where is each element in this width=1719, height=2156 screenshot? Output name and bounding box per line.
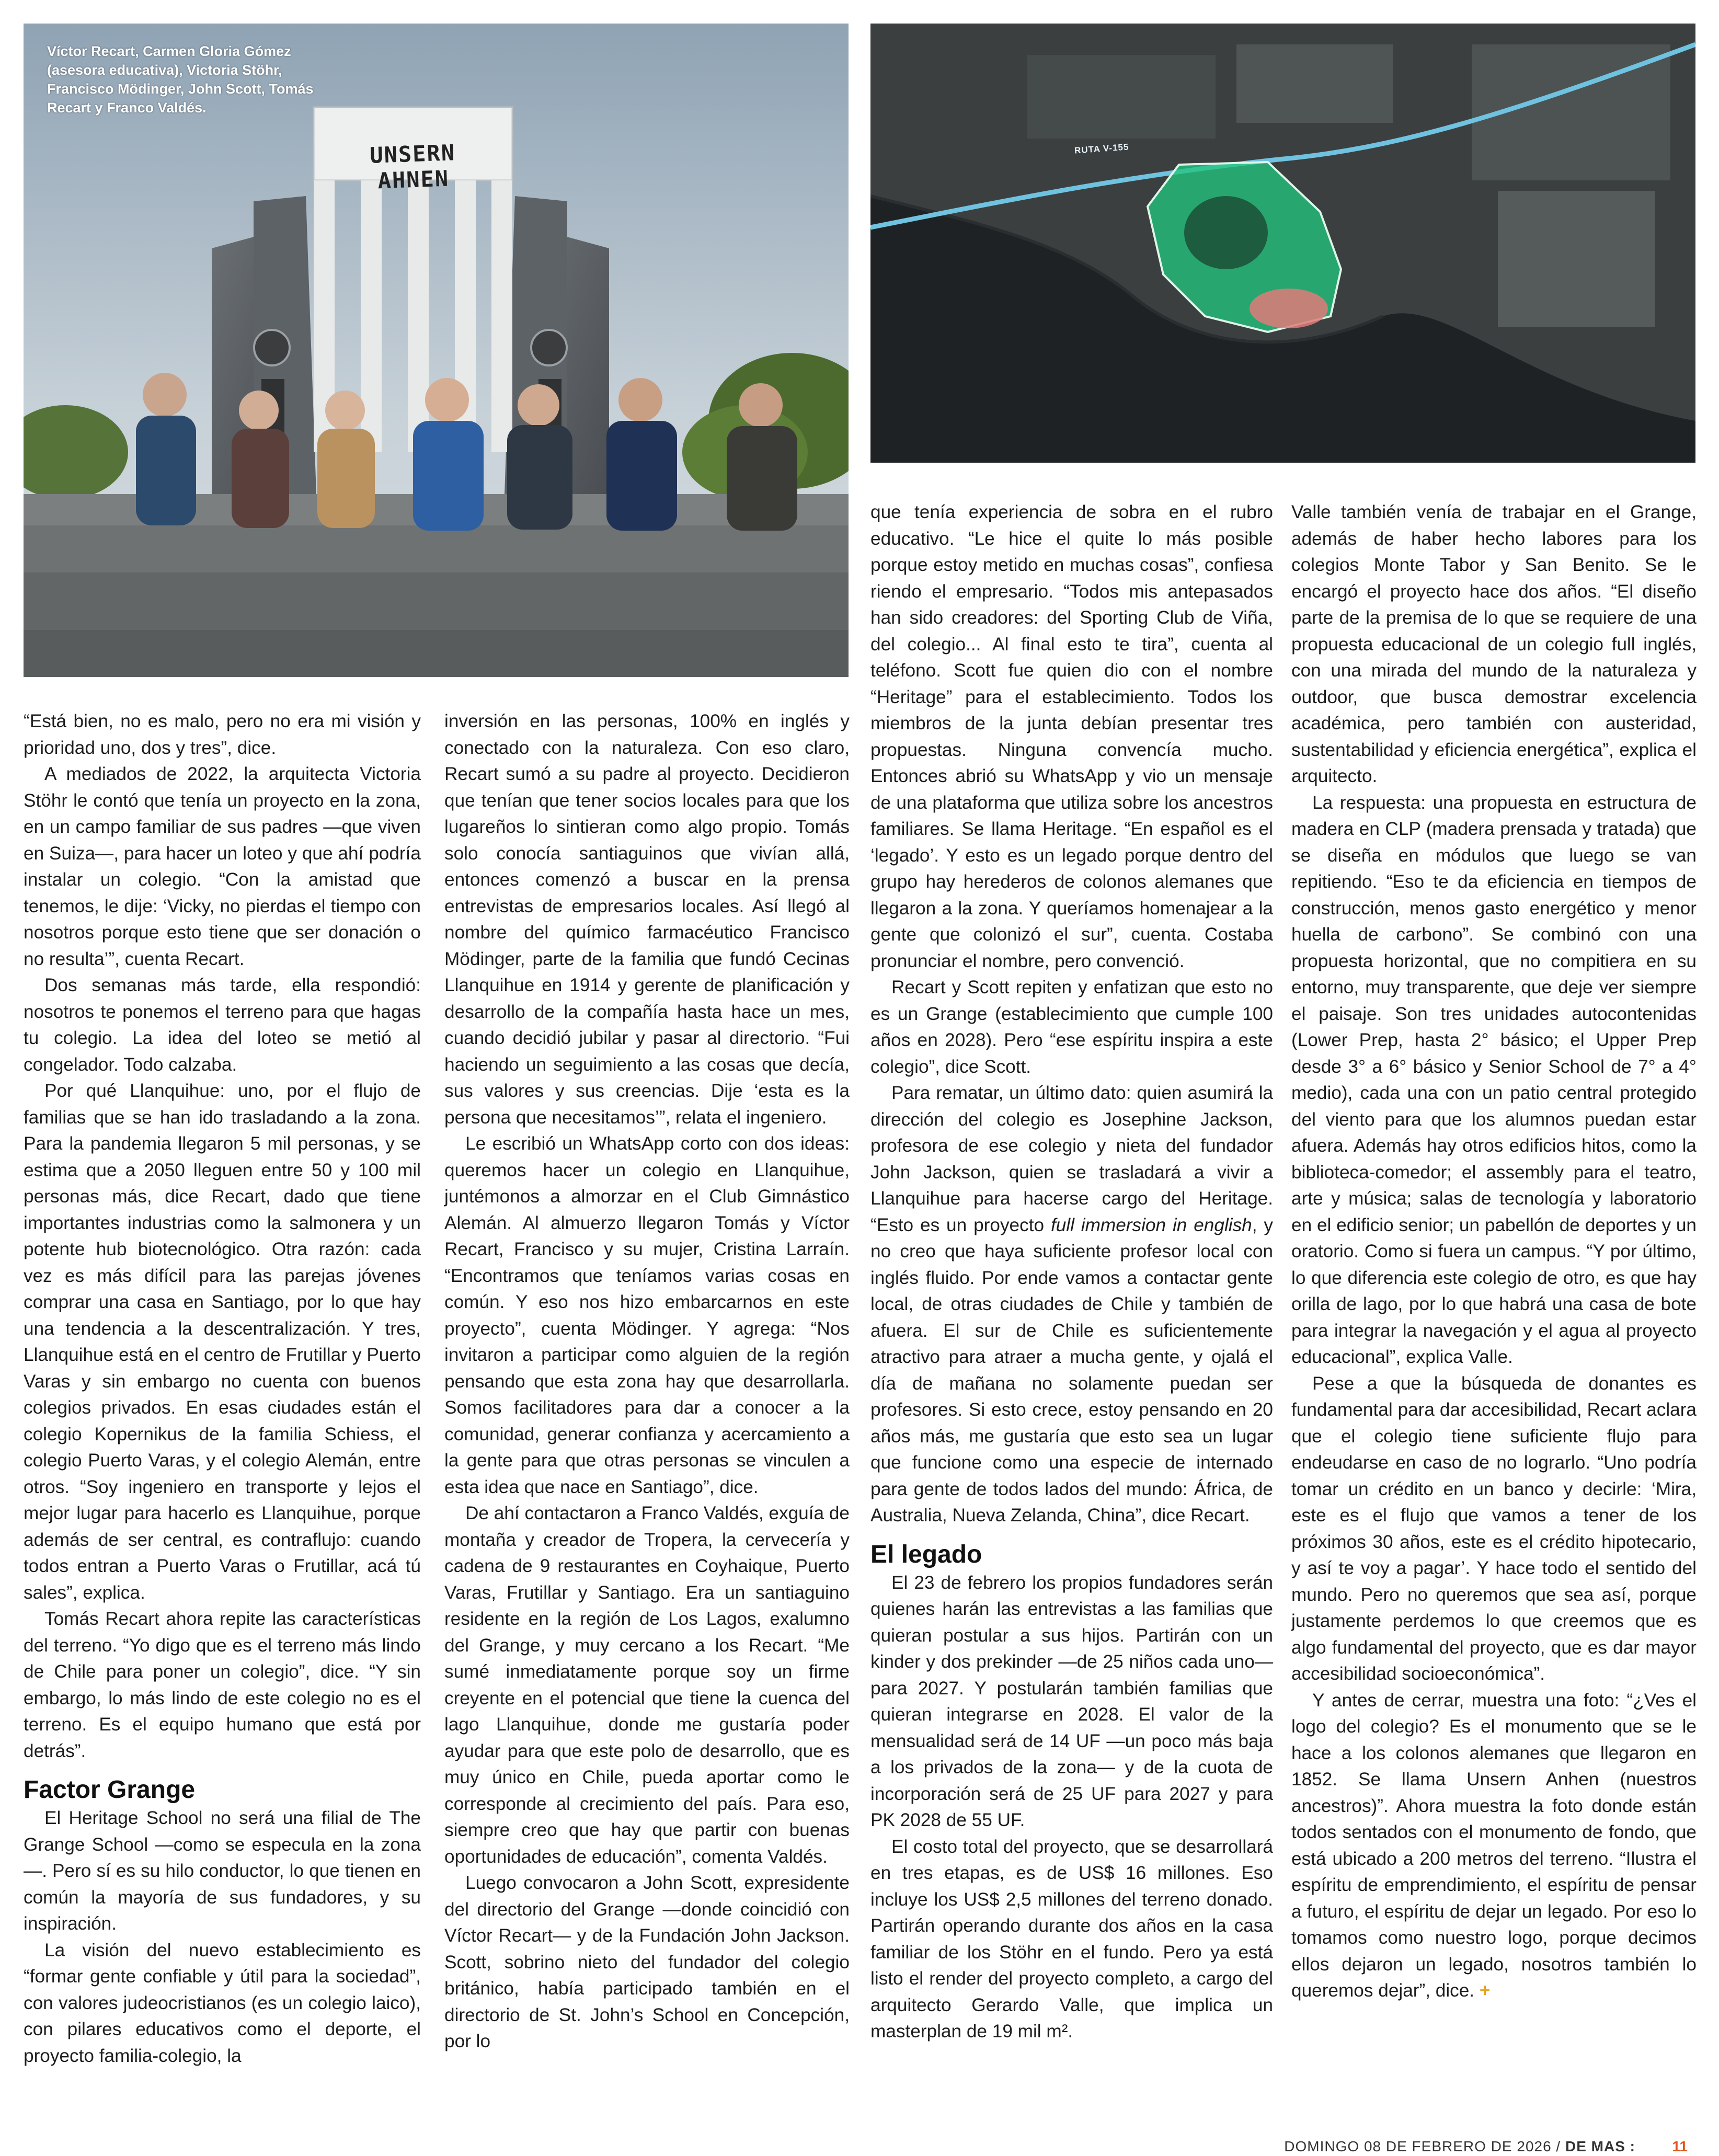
subheading-factor-grange: Factor Grange xyxy=(24,1776,196,1804)
page-number: 11 xyxy=(1672,2138,1688,2154)
col4-p2: La respuesta: una propuesta en estructura de madera en CLP (madera prensada y tratada) que se diseña en módulos que luego se van repitiendo. “Eso te da eficiencia en tiempos de construcción, menos gasto energético y menor huella de carbono”. Se combinó con una propuesta horizontal, que no compitiera en su entorno, muy transparente, que deje ver siempre el paisaje. Son tres unidades autocontenidas (Lower Prep, hasta 2° básico; el Upper Prep desde 3° a 6° básico y Senior School de 7° a 4° medio), cada una con un patio central protegido del viento para que los alumnos puedan estar afuera. Además hay otros edificios hitos, como la biblioteca-comedor; el assembly para el teatro, arte y música; salas de tecnología y laboratorio en el edificio senior; un pabellón de deportes y un oratorio. Como si fuera un campus. “Y por último, lo que diferencia este colegio de otro, es que hay orilla de lago, por lo que habrá una casa de bote para integrar la navegación y el agua al proyecto educacional”, explica Valle. xyxy=(1291,792,1697,1367)
footer-date: DOMINGO 08 DE FEBRERO DE 2026 / xyxy=(1284,2138,1561,2154)
subheading-el-legado: El legado xyxy=(870,1540,982,1568)
col2-p4: Luego convocaron a John Scott, expresidente del directorio del Grange —donde coincidió con Víctor Recart— y de la Fundación John Jackson. Scott, sobrino nieto del fundador del colegio británico, había participado también en el directorio de St. John’s School en Concepción, por lo xyxy=(444,1873,850,2051)
col1-p1: “Está bien, no es malo, pero no era mi visión y prioridad uno, dos y tres”, dice. xyxy=(24,711,421,758)
route-label: RUTA V-155 xyxy=(1074,142,1129,156)
founders-photo xyxy=(24,24,849,677)
monument-inscription: UNSERN AHNEN xyxy=(369,140,456,194)
column-3 xyxy=(870,499,1273,2045)
col2-p3: De ahí contactaron a Franco Valdés, exguía de montaña y creador de Tropera, la cervecería y cadena de 9 restaurantes en Coyhaique, Puerto Varas, Frutillar y Santiago. Era un santiaguino residente en la región de Los Lagos, exalumno del Grange, y muy cercano a los Recart. “Me sumé inmediatamente porque soy un firme creyente en el potencial que tiene la cuenca del lago Llanquihue, donde me gustaría poder ayudar para que este polo de desarrollo, que es muy único en Chile, pueda aportar como le corresponde al crecimiento del país. Para eso, siempre creo que hay que partir con buenas oportunidades de educación”, comenta Valdés. xyxy=(444,1503,850,1867)
col1-p4: Por qué Llanquihue: uno, por el flujo de familias que se han ido trasladando a la zona. Para la pandemia llegaron 5 mil personas, y se estima que a 2050 lleguen entre 50 y 100 mil personas más, dice Recart, dado que tiene importantes industrias como la salmonera y un potente hub biotecnológico. Otra razón: cada vez es más difícil para las parejas jóvenes comprar una casa en Santiago, por lo que hay una tendencia a la descentralización. Y tres, Llanquihue está en el centro de Frutillar y Puerto Varas y sin embargo no cuenta con buenos colegios privados. En esas ciudades están el colegio Kopernikus de la familia Schiess, el colegio Puerto Varas, y el colegio Alemán, entre otros. “Soy ingeniero en transporte y lejos el mejor lugar para hacerlo es Llanquihue, porque además de ser central, es contraflujo: cuando todos entran a Puerto Varas o Frutillar, acá tú sales”, explica. xyxy=(24,1081,421,1603)
photo-caption: Víctor Recart, Carmen Gloria Gómez (asesora educativa), Victoria Stöhr, Francisco Mödinger, John Scott, Tomás Recart y Franco Valdés. xyxy=(47,43,314,116)
col1-p7: La visión del nuevo establecimiento es “formar gente confiable y útil para la sociedad”, con valores judeocristianos (es un colegio laico), con pilares educativos como el deporte, el proyecto familia-colegio, la xyxy=(24,1940,421,2066)
col1-p6: El Heritage School no será una filial de The Grange School —como se especula en la zona—. Pero sí es su hilo conductor, lo que tienen en común la mayoría de sus fundadores, y su inspiración. xyxy=(24,1808,421,1934)
footer-section: DE MAS : xyxy=(1565,2138,1635,2154)
col3-p3-b: , y no creo que haya suficiente profesor local con inglés fluido. Por ende vamos a contactar gente local, de otras ciudades de Chile y también de afuera. El sur de Chile es suficientemente atractivo para atraer a mucha gente, y ojalá el día de mañana no solamente puedan ser profesores. Si esto crece, estoy pensando en 20 años más, me gustaría que esto sea un lugar que funcione como una especie de internado para gente de todos lados del mundo: África, de Australia, Nueva Zelanda, China”, dice Recart. xyxy=(870,1214,1274,1526)
col1-p2: A mediados de 2022, la arquitecta Victoria Stöhr le contó que tenía un proyecto en la zona, en un campo familiar de sus padres —que viven en Suiza—, para hacer un loteo y que ahí podría instalar un colegio. “Con la amistad que tenemos, le dije: ‘Vicky, no pierdas el tiempo con nosotros porque esto tiene que ser donación o no resulta’”, cuenta Recart. xyxy=(24,764,421,969)
founders-photo-art xyxy=(24,24,849,677)
col2-p1: inversión en las personas, 100% en inglés y conectado con la naturaleza. Con eso claro, Recart sumó a su padre al proyecto. Decidieron que tenían que tener socios locales para que los lugareños lo sintieran como algo propio. Tomás solo conocía santiaguinos que vivían allá, entonces comenzó a buscar en la prensa entrevistas de empresarios locales. Así llegó al nombre del químico farmacéutico Francisco Mödinger, parte de la familia que fundó Cecinas Llanquihue en 1914 y gerente de planificación y desarrollo de la compañía hasta hace un mes, cuando decidió jubilar y pasar al directorio. “Fui haciendo un seguimiento a las cosas que decía, sus valores y sus creencias. Dije ‘esta es la persona que necesitamos’”, relata el ingeniero. xyxy=(444,711,850,1128)
col3-p3-italic: full immersion in english xyxy=(1050,1214,1252,1235)
page-footer xyxy=(0,2138,1719,2156)
col3-p4: El 23 de febrero los propios fundadores serán quienes harán las entrevistas a las familias que quieran postular a sus hijos. Partirán con un kinder y dos prekinder —de 25 niños cada uno— para 2027. Y postularán también familias que quieran integrarse en 2028. El valor de la mensualidad será de 14 UF —un poco más baja a los privados de la zona— y de la cuota de incorporación será de 25 UF para 2027 y para PK 2028 de 55 UF. xyxy=(870,1572,1273,1830)
aerial-map-photo xyxy=(870,24,1695,463)
col4-p4 xyxy=(1291,1688,1697,2004)
col3-p3-a: Para rematar, un último dato: quien asumirá la dirección del colegio es Josephine Jackson, profesora de ese colegio y nieta del fundador John Jackson, quien se trasladará a vivir a Llanquihue para hacerse cargo del Heritage. “Esto es un proyecto xyxy=(870,1083,1273,1235)
col4-p1: Valle también venía de trabajar en el Grange, además de haber hecho labores para los colegios Monte Tabor y San Benito. Se le encargó el proyecto hace dos años. “El diseño parte de la premisa de lo que se requiere de una propuesta educacional de un colegio full inglés, con una mirada del mundo de la naturaleza y outdoor, que busca demostrar excelencia académica, pero también con austeridad, sustentabilidad y eficiencia energética”, explica el arquitecto. xyxy=(1291,502,1697,786)
aerial-map-art xyxy=(870,24,1695,463)
col4-p4-text: Y antes de cerrar, muestra una foto: “¿Ves el logo del colegio? Es el monumento que se le hace a los colonos alemanes que llegaron en 1852. Se llama Unsern Anhen (nuestros ancestros)”. Ahora muestra la foto donde están todos sentados con el monumento de fondo, que está ubicado a 200 metros del terreno. “Ilustra el espíritu de emprendimiento, el espíritu de pensar a futuro, el espíritu de dejar un legado. Por eso lo tomamos como nuestro logo, porque decimos ellos dejaron un legado, nosotros también lo queremos dejar”, dice. xyxy=(1291,1690,1697,2001)
column-1 xyxy=(24,708,421,2069)
col1-p5: Tomás Recart ahora repite las características del terreno. “Yo digo que es el terreno más lindo de Chile para poner un colegio”, dice. “Y sin embargo, lo más lindo de este colegio no es el terreno. Es el equipo humano que está por detrás”. xyxy=(24,1609,421,1761)
col3-p1: que tenía experiencia de sobra en el rubro educativo. “Le hice el quite lo más posible porque estoy metido en muchas cosas”, confiesa riendo el empresario. “Todos mis antepasados han sido creadores: del Sporting Club de Viña, del colegio... Al final esto te tira”, cuenta al teléfono. Scott fue quien dio con el nombre “Heritage” para el establecimiento. Todos los miembros de la junta debían presentar tres propuestas. Ninguna convencía mucho. Entonces abrió su WhatsApp y vio un mensaje de una plataforma que utiliza sobre los ancestros familiares. Se llama Heritage. “En español es el ‘legado’. Y esto es un legado porque dentro del grupo hay herederos de colonos alemanes que llegaron a la zona. Y queríamos homenajear a la gente que colonizó el sur”, cuenta. Costaba pronunciar el nombre, pero convenció. xyxy=(870,502,1273,971)
col4-p3: Pese a que la búsqueda de donantes es fundamental para dar accesibilidad, Recart aclara que el colegio tiene suficiente flujo para endeudarse en caso de no lograrlo. “Uno podría tomar un crédito en un banco y decirle: ‘Mira, este es el flujo que vamos a tener de los próximos 30 años, este es el crédito hipotecario, y así te voy a pagar’. Y hace todo el sentido del mundo. Pero no queremos que sea así, porque justamente perdemos lo que creemos que es algo fundamental del proyecto, que es dar mayor accesibilidad socioeconómica”. xyxy=(1291,1373,1697,1684)
col3-p3 xyxy=(870,1080,1273,1529)
col2-p2: Le escribió un WhatsApp corto con dos ideas: queremos hacer un colegio en Llanquihue, juntémonos a almorzar en el Club Gimnástico Alemán. Al almuerzo llegaron Tomás y Víctor Recart, Francisco y su mujer, Cristina Larraín. “Encontramos que teníamos varias cosas en común. Y eso nos hizo embarcarnos en este proyecto”, cuenta Mödinger. Y agrega: “Nos invitaron a participar como alguien de la región pensando que esta zona hay que desarrollarla. Somos facilitadores para dar a conocer a la comunidad, generar confianza y acercamiento a la gente para que otras personas se vinculen a esta idea que nace en Santiago”, dice. xyxy=(444,1133,850,1497)
column-2 xyxy=(444,708,850,2055)
col3-p2: Recart y Scott repiten y enfatizan que esto no es un Grange (establecimiento que cumple 100 años en 2028). Pero “ese espíritu inspira a este colegio”, dice Scott. xyxy=(870,977,1273,1077)
column-4 xyxy=(1291,499,1697,2004)
end-mark-icon: + xyxy=(1479,1980,1491,2001)
col1-p3: Dos semanas más tarde, ella respondió: nosotros te ponemos el terreno para que hagas tu colegio. La idea del loteo se metió al congelador. Todo calzaba. xyxy=(24,975,421,1075)
col3-p5: El costo total del proyecto, que se desarrollará en tres etapas, es de US$ 16 millones. Eso incluye los US$ 2,5 millones del terreno donado. Partirán operando durante dos años en la casa familiar de los Stöhr en el fundo. Pero ya está listo el render del proyecto completo, a cargo del arquitecto Gerardo Valle, que implica un masterplan de 19 mil m². xyxy=(870,1836,1273,2042)
footer-folio xyxy=(1284,2138,1635,2155)
